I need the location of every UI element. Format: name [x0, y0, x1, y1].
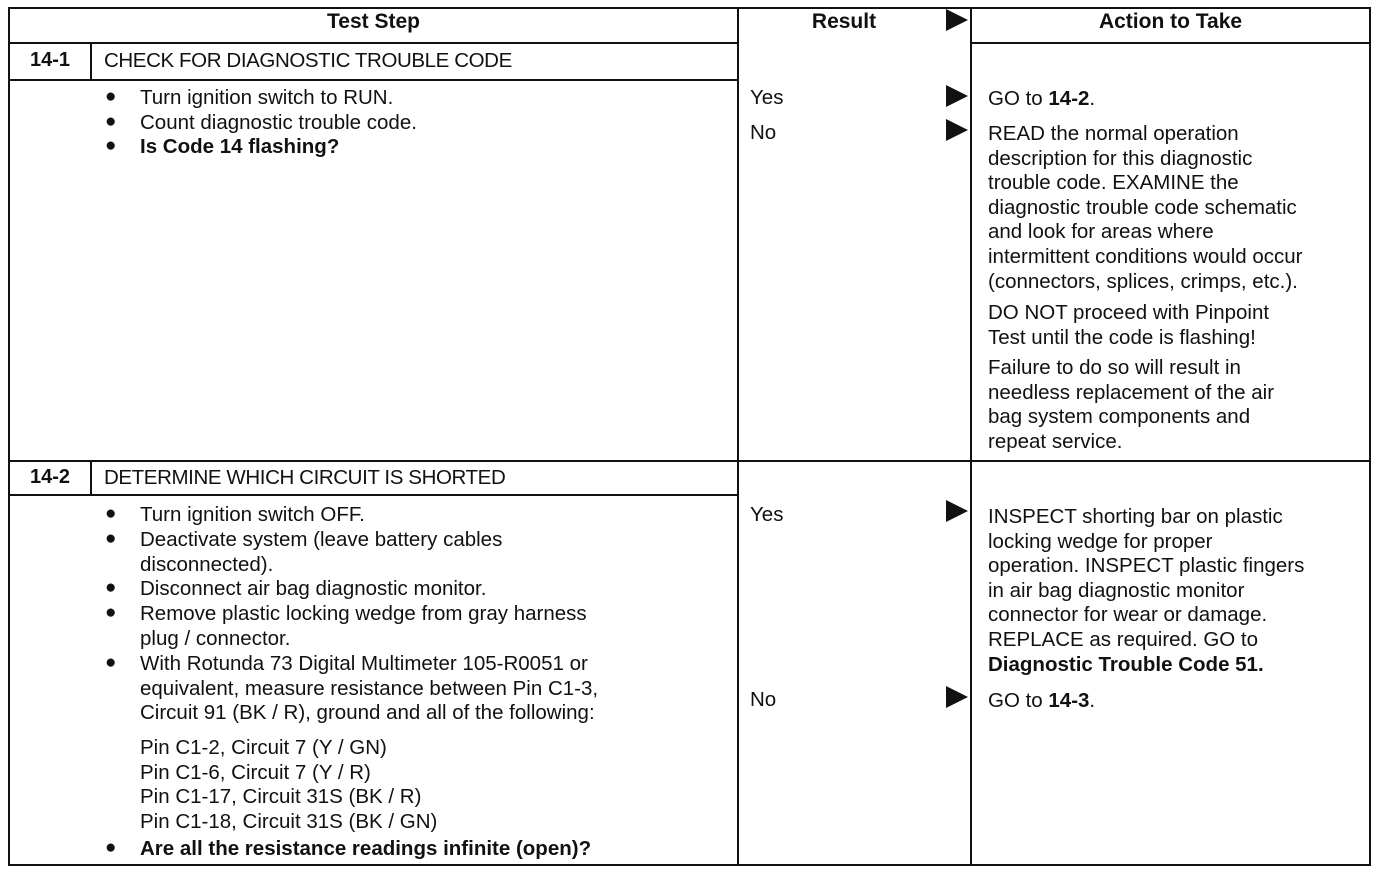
step2-bullet-2-line: Deactivate system (leave battery cables [140, 528, 503, 551]
step1-action-no-line: diagnostic trouble code schematic [988, 195, 1297, 219]
step2-number: 14-2 [29, 466, 71, 488]
step2-no-arrow-icon [946, 686, 968, 708]
header-divider-action [970, 42, 1371, 44]
step2-bullet-5-line: equivalent, measure resistance between Pin C1-3, [140, 676, 599, 700]
step2-action-yes-line: REPLACE as required. GO to [988, 627, 1259, 651]
step1-caution [988, 301, 1269, 350]
step1-failure-line: Failure to do so will result in [988, 356, 1241, 379]
step2-yes-arrow-icon [946, 500, 968, 522]
step-separator [8, 460, 1371, 462]
column-divider-action [970, 7, 972, 866]
step2-question: Are all the resistance readings infinite (open)? [140, 837, 592, 860]
table-border-top [8, 7, 1371, 9]
step1-bullet-icon-2: ● [105, 111, 117, 132]
step2-action-no-prefix: GO to [988, 689, 1049, 712]
step2-action-no-ref: 14-3 [1048, 689, 1090, 712]
header-divider-teststep [8, 42, 739, 44]
step2-action-yes-line: in air bag diagnostic monitor [988, 578, 1245, 602]
step1-result-no: No [750, 121, 777, 144]
step1-failure-line: needless replacement of the air [988, 380, 1275, 404]
step2-bullet-5 [140, 652, 598, 726]
step1-title: CHECK FOR DIAGNOSTIC TROUBLE CODE [104, 49, 512, 72]
step1-yes-arrow-icon [946, 85, 968, 107]
step1-action-yes [988, 87, 1095, 112]
step2-action-yes-line: INSPECT shorting bar on plastic [988, 505, 1283, 528]
step2-bullet-4 [140, 602, 587, 651]
step2-bullet-3: Disconnect air bag diagnostic monitor. [140, 577, 487, 600]
column-divider-result [737, 7, 739, 866]
header-action: Action to Take [1098, 10, 1243, 33]
step2-action-yes-ref: Diagnostic Trouble Code 51. [988, 652, 1264, 676]
header-result: Result [811, 10, 877, 33]
step1-no-arrow-icon [946, 119, 968, 141]
step2-bullet-5-line: Circuit 91 (BK / R), ground and all of the following: [140, 701, 595, 725]
step2-bullet-4-line: Remove plastic locking wedge from gray harness [140, 602, 587, 625]
step1-action-yes-suffix: . [1089, 87, 1096, 110]
step2-bullet-2 [140, 528, 502, 577]
step1-number-divider [90, 42, 92, 81]
step1-action-no-line: READ the normal operation [988, 122, 1239, 145]
step1-failure-line: bag system components and [988, 405, 1251, 429]
step2-result-no: No [750, 688, 777, 711]
step2-action-yes-line: operation. INSPECT plastic fingers [988, 554, 1305, 578]
table-border-right [1369, 7, 1371, 866]
step1-action-yes-ref: 14-2 [1048, 87, 1090, 110]
step2-bullet-icon-4: ● [105, 602, 117, 623]
step1-action-no-line: intermittent conditions would occur [988, 244, 1303, 268]
step2-bullet-icon-5: ● [105, 652, 117, 673]
step1-result-yes: Yes [750, 86, 784, 109]
header-test-step: Test Step [327, 10, 420, 33]
step2-bullet-1: Turn ignition switch OFF. [140, 503, 365, 526]
step2-result-yes: Yes [750, 503, 784, 526]
step1-caution-line: Test until the code is flashing! [988, 325, 1256, 349]
step2-action-yes-line: connector for wear or damage. [988, 603, 1268, 627]
step1-failure-line: repeat service. [988, 429, 1123, 453]
step1-title-divider [8, 79, 739, 81]
step2-pin-item: Pin C1-6, Circuit 7 (Y / R) [140, 760, 371, 784]
step1-action-no-line: (connectors, splices, crimps, etc.). [988, 269, 1298, 293]
step2-title-divider [8, 494, 739, 496]
step2-pin-item: Pin C1-18, Circuit 31S (BK / GN) [140, 809, 438, 833]
step1-action-no-line: trouble code. EXAMINE the [988, 171, 1239, 195]
step1-bullet-icon-3: ● [105, 135, 117, 156]
step1-bullet-icon-1: ● [105, 86, 117, 107]
table-border-bottom [8, 864, 1371, 866]
step2-pin-list [140, 736, 437, 834]
step1-action-no-line: and look for areas where [988, 220, 1214, 244]
step1-bullet-2: Count diagnostic trouble code. [140, 111, 417, 134]
step2-bullet-5-line: With Rotunda 73 Digital Multimeter 105-R0051 or [140, 652, 588, 675]
step1-number: 14-1 [29, 49, 71, 71]
step2-title: DETERMINE WHICH CIRCUIT IS SHORTED [104, 466, 506, 489]
step2-pin-item: Pin C1-17, Circuit 31S (BK / R) [140, 785, 422, 809]
step1-action-no-line: description for this diagnostic [988, 146, 1253, 170]
step1-caution-line: DO NOT proceed with Pinpoint [988, 301, 1270, 324]
step2-bullet-4-line: plug / connector. [140, 626, 291, 650]
step1-bullet-1: Turn ignition switch to RUN. [140, 86, 394, 109]
table-border-left [8, 7, 10, 866]
step1-action-yes-prefix: GO to [988, 87, 1049, 110]
step2-action-yes-line: locking wedge for proper [988, 529, 1213, 553]
step1-question: Is Code 14 flashing? [140, 135, 340, 158]
step2-action-no [988, 689, 1095, 714]
step2-action-no-suffix: . [1089, 689, 1096, 712]
step2-action-yes [988, 505, 1304, 677]
step2-bullet-icon-6: ● [105, 837, 117, 858]
step2-bullet-2-line: disconnected). [140, 552, 274, 576]
step2-number-divider [90, 460, 92, 496]
step1-action-no [988, 122, 1303, 294]
step2-bullet-icon-1: ● [105, 503, 117, 524]
step2-pin-item: Pin C1-2, Circuit 7 (Y / GN) [140, 736, 387, 759]
step1-failure-note [988, 356, 1274, 454]
header-arrow-icon [946, 9, 968, 31]
step2-bullet-icon-2: ● [105, 528, 117, 549]
step2-bullet-icon-3: ● [105, 577, 117, 598]
